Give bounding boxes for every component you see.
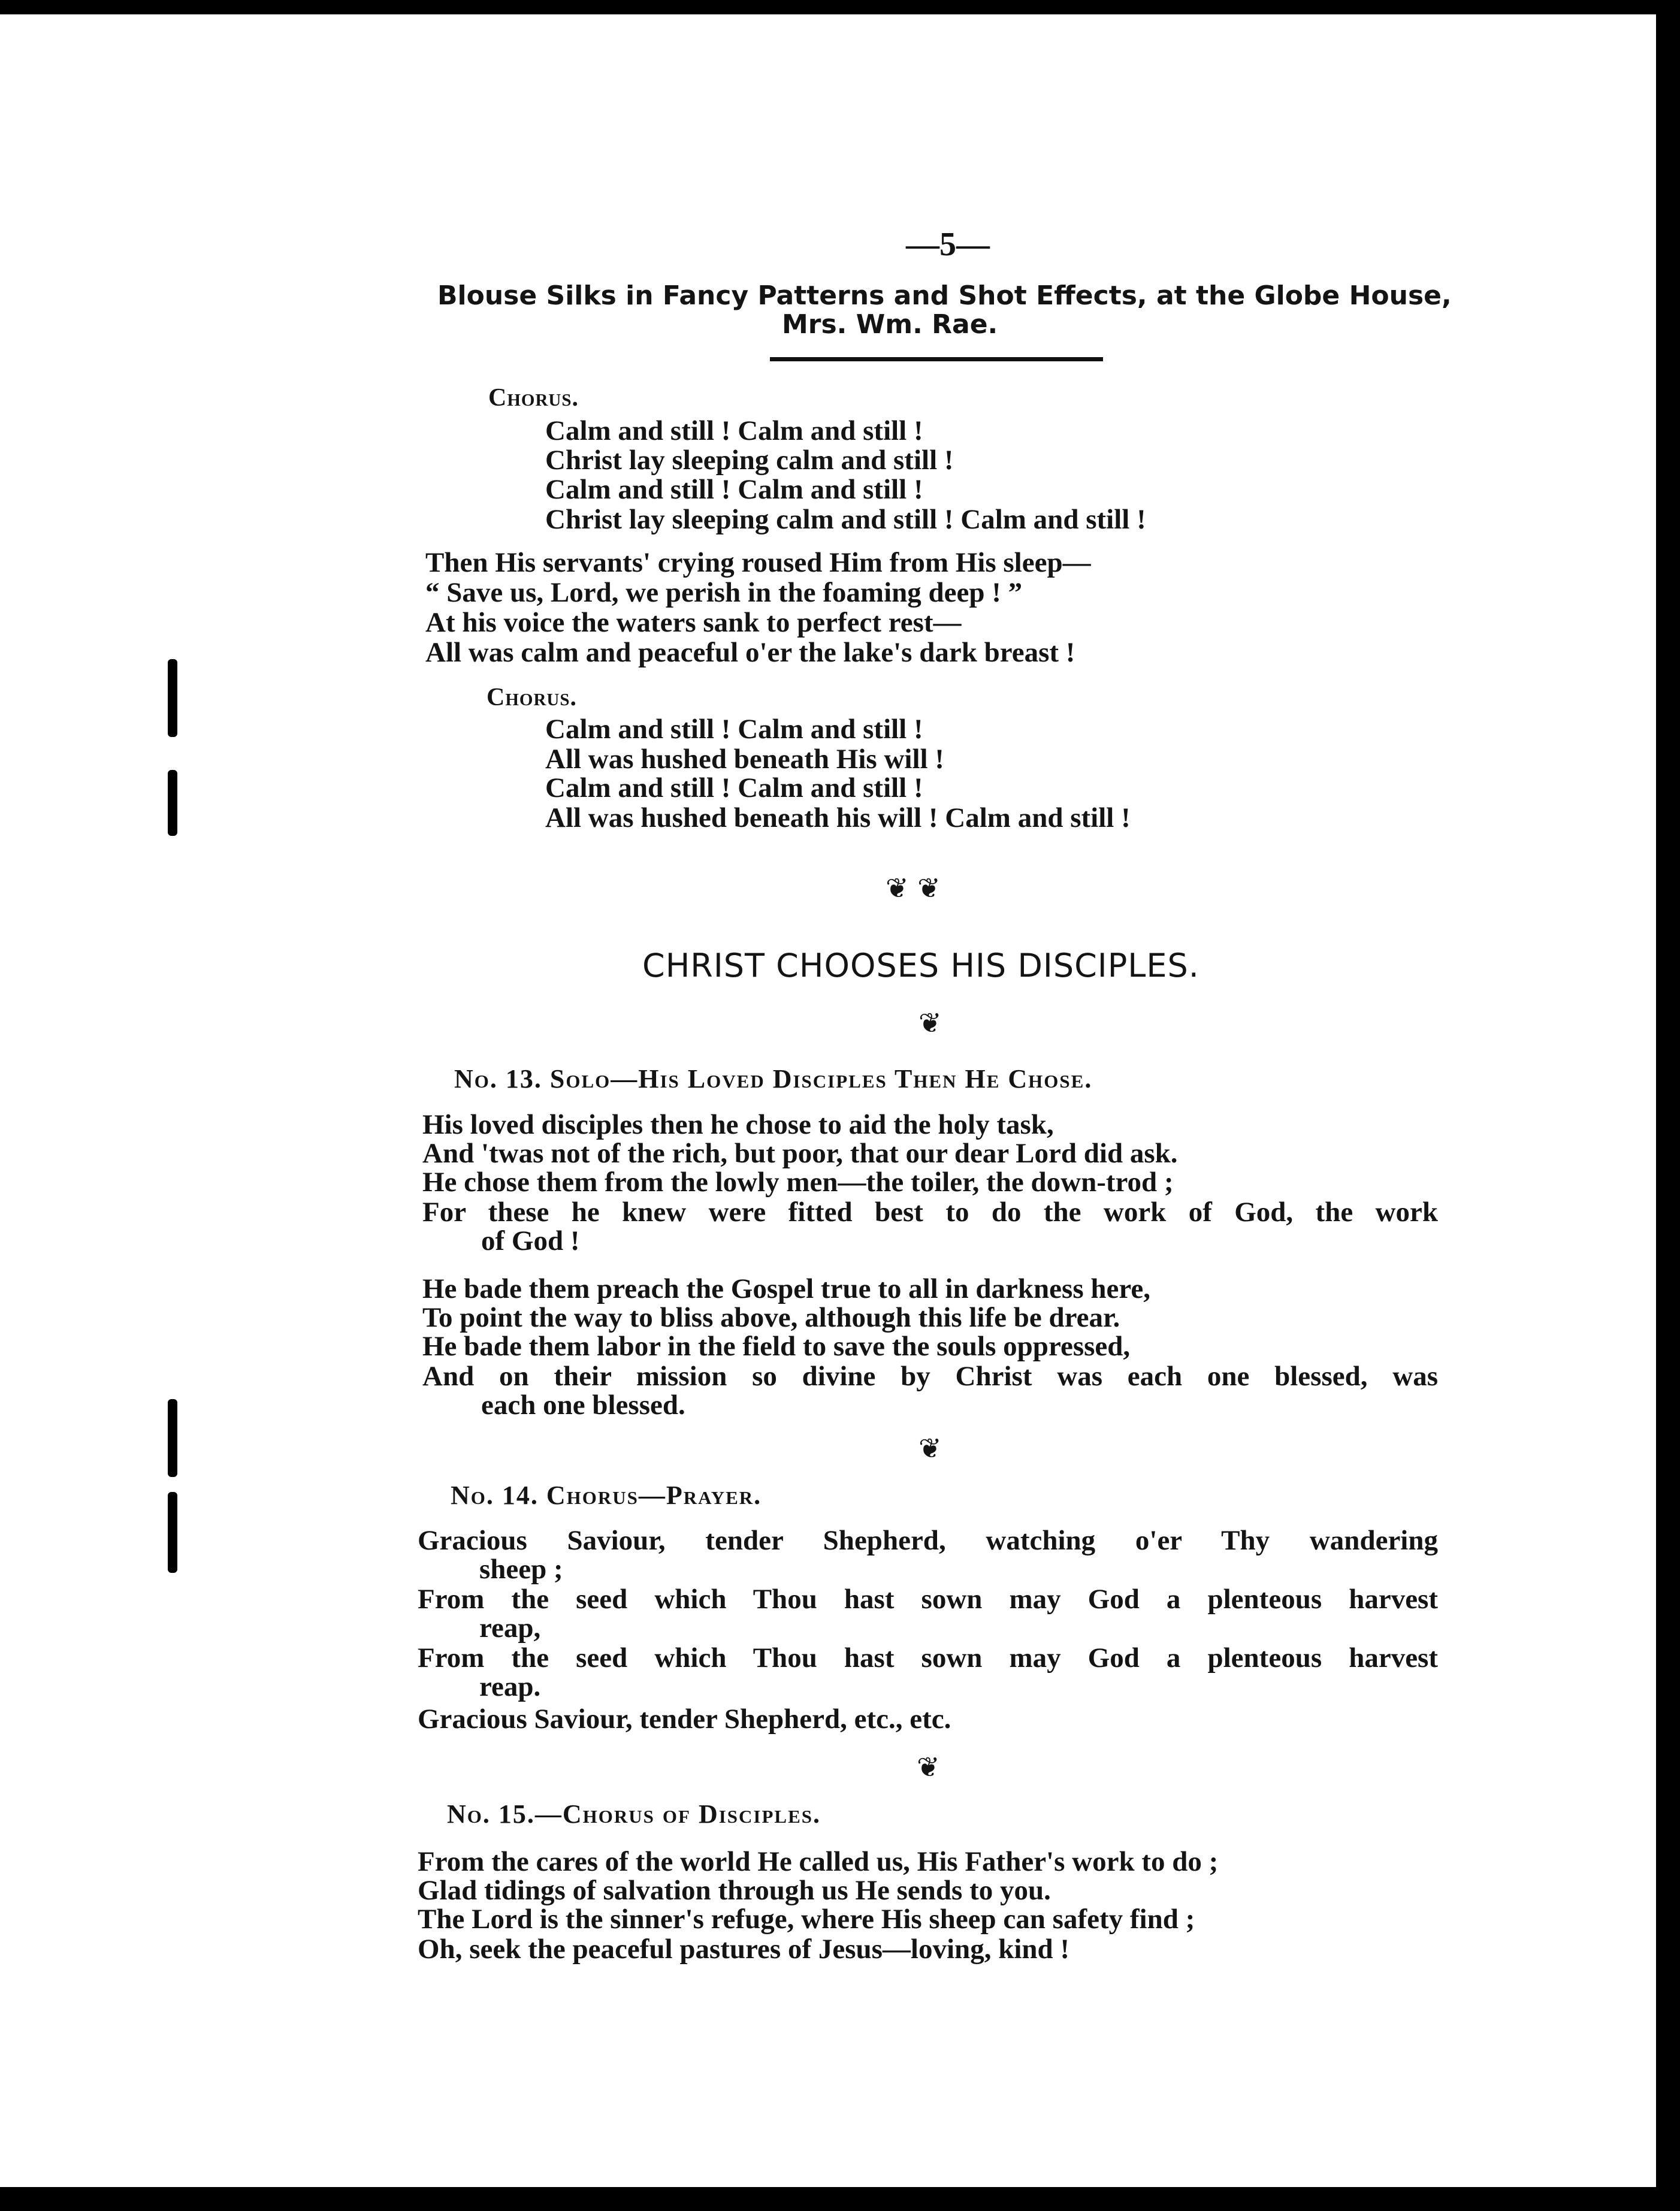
- chorus-line: All was hushed beneath His will !: [545, 744, 944, 775]
- verse-line: From the cares of the world He called us, His Father's work to do ;: [418, 1846, 1219, 1877]
- chorus-label: Chorus.: [487, 684, 577, 711]
- advertisement-line-2: Mrs. Wm. Rae.: [782, 309, 998, 340]
- verse-line: His loved disciples then he chose to aid the holy task,: [422, 1109, 1054, 1140]
- verse-line: All was calm and peaceful o'er the lake's dark breast !: [425, 637, 1075, 668]
- song-heading-no-15: No. 15.—Chorus of Disciples.: [447, 1799, 821, 1829]
- verse-line: And on their mission so divine by Christ was each one blessed, was: [422, 1361, 1438, 1392]
- verse-line: The Lord is the sinner's refuge, where His sheep can safety find ;: [418, 1904, 1195, 1935]
- verse-line: From the seed which Thou hast sown may God a plenteous harvest: [418, 1584, 1438, 1615]
- verse-line: And 'twas not of the rich, but poor, that our dear Lord did ask.: [422, 1138, 1178, 1169]
- fleuron-ornament: ❦: [917, 1751, 940, 1783]
- verse-line: Gracious Saviour, tender Shepherd, watching o'er Thy wandering: [418, 1525, 1438, 1556]
- verse-line: To point the way to bliss above, although this life be drear.: [422, 1302, 1120, 1333]
- song-heading-no-14: No. 14. Chorus—Prayer.: [451, 1481, 762, 1510]
- scan-border-bottom: [0, 2187, 1680, 2211]
- fleuron-ornament: ❦ ❦: [886, 872, 941, 904]
- verse-line: Then His servants' crying roused Him from His sleep—: [425, 547, 1091, 578]
- verse-line: sheep ;: [479, 1554, 563, 1585]
- header-rule: [770, 357, 1103, 361]
- verse-line: Glad tidings of salvation through us He sends to you.: [418, 1875, 1051, 1906]
- advertisement-line-1: Blouse Silks in Fancy Patterns and Shot Effects, at the Globe House,: [437, 280, 1452, 311]
- verse-line: He bade them labor in the field to save the souls oppressed,: [422, 1331, 1131, 1362]
- section-title: CHRIST CHOOSES HIS DISCIPLES.: [642, 947, 1199, 984]
- chorus-line: Calm and still ! Calm and still !: [545, 772, 923, 804]
- page-number: —5—: [906, 226, 990, 263]
- verse-line: reap,: [479, 1612, 541, 1644]
- chorus-line: Calm and still ! Calm and still !: [545, 474, 923, 505]
- binding-mark: [168, 1492, 177, 1573]
- verse-line: “ Save us, Lord, we perish in the foaming deep ! ”: [425, 577, 1023, 608]
- scan-border-right: [1656, 0, 1680, 2211]
- verse-line: He chose them from the lowly men—the toiler, the down-trod ;: [422, 1167, 1174, 1198]
- verse-line: Gracious Saviour, tender Shepherd, etc., etc.: [418, 1703, 951, 1735]
- verse-line: Oh, seek the peaceful pastures of Jesus—loving, kind !: [418, 1934, 1070, 1965]
- verse-line: From the seed which Thou hast sown may God a plenteous harvest: [418, 1642, 1438, 1674]
- verse-line: For these he knew were fitted best to do the work of God, the work: [422, 1197, 1438, 1228]
- chorus-line: Calm and still ! Calm and still !: [545, 415, 923, 446]
- verse-line: of God !: [481, 1225, 580, 1256]
- chorus-line: Christ lay sleeping calm and still !: [545, 445, 954, 476]
- binding-mark: [168, 1399, 177, 1477]
- fleuron-ornament: ❦: [918, 1432, 942, 1464]
- chorus-label: Chorus.: [488, 384, 579, 412]
- scan-border-top: [0, 0, 1680, 14]
- chorus-line: Christ lay sleeping calm and still ! Calm and still !: [545, 504, 1146, 535]
- verse-line: At his voice the waters sank to perfect rest—: [425, 607, 962, 638]
- binding-mark: [168, 770, 177, 836]
- verse-line: He bade them preach the Gospel true to all in darkness here,: [422, 1273, 1151, 1304]
- verse-line: reap.: [479, 1671, 541, 1702]
- binding-mark: [168, 659, 177, 737]
- chorus-line: Calm and still ! Calm and still !: [545, 714, 923, 745]
- verse-line: each one blessed.: [481, 1390, 685, 1421]
- fleuron-ornament: ❦: [918, 1007, 942, 1039]
- song-heading-no-13: No. 13. Solo—His Loved Disciples Then He Chose.: [454, 1064, 1093, 1094]
- chorus-line: All was hushed beneath his will ! Calm and still !: [545, 802, 1131, 833]
